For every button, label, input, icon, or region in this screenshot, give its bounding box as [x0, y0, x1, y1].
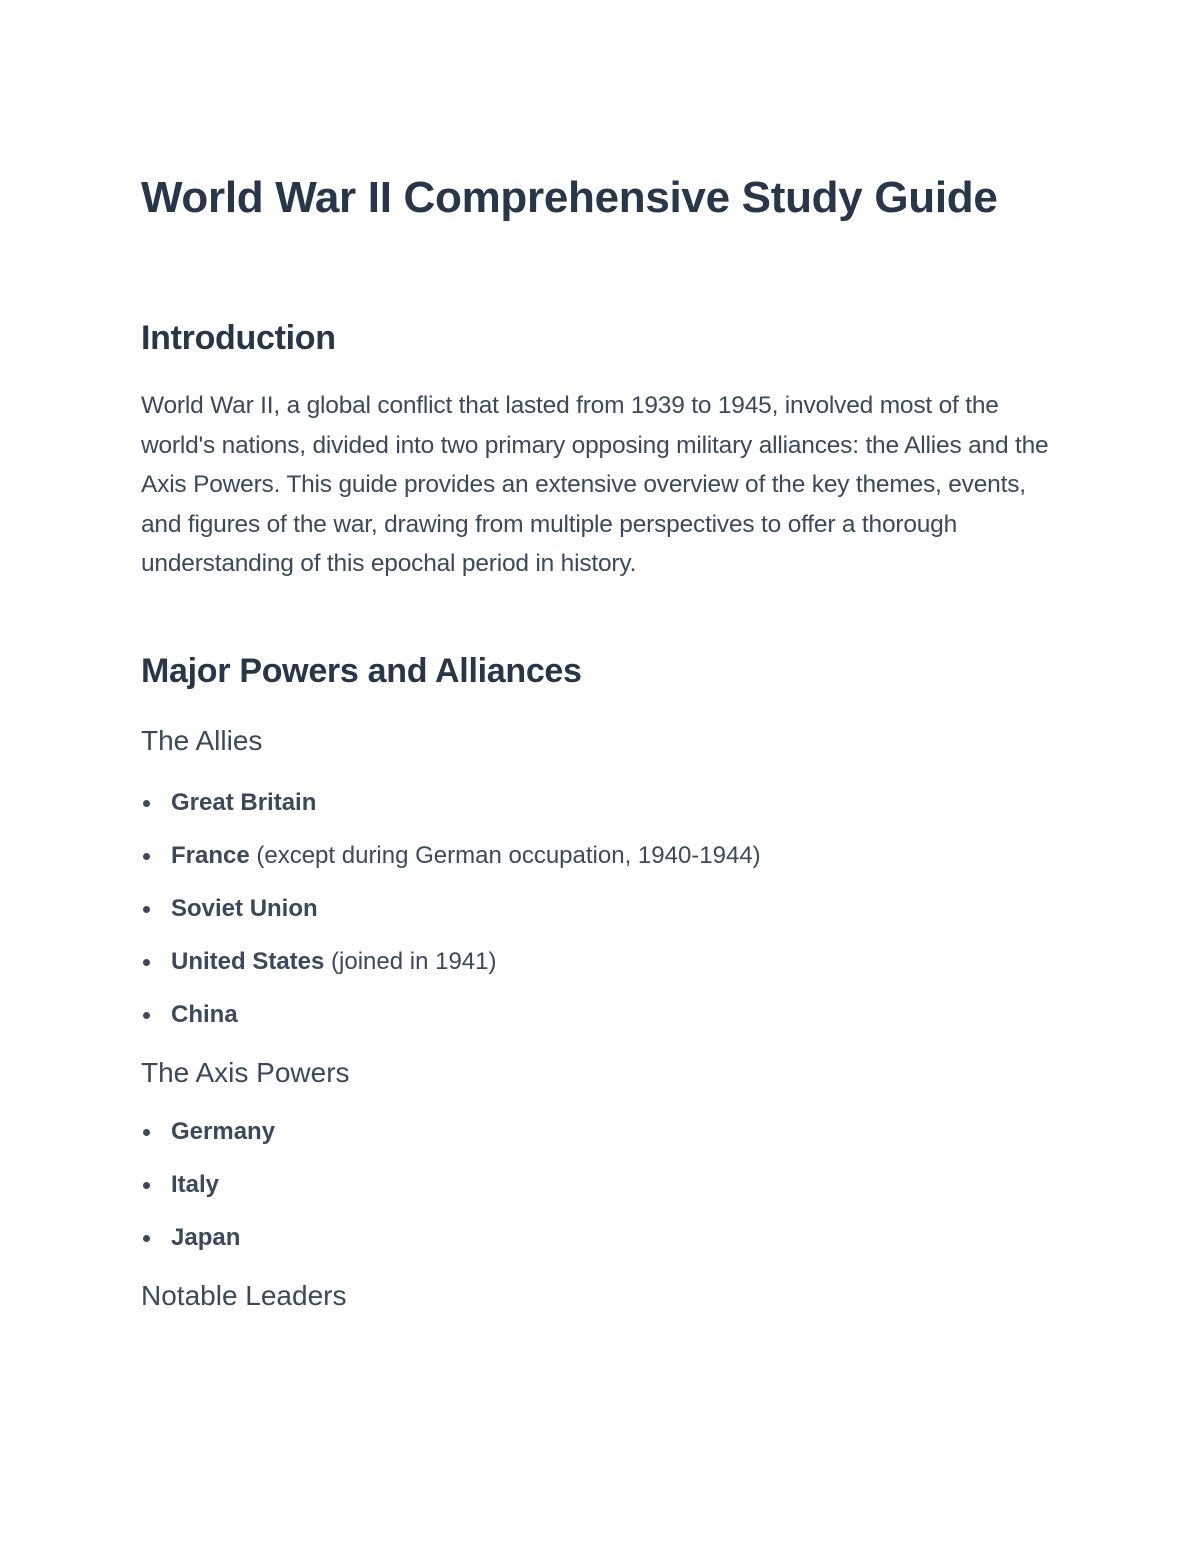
country-note: (joined in 1941) [324, 948, 497, 975]
bullet-icon [143, 906, 150, 913]
bullet-icon [143, 959, 150, 966]
bullet-icon [143, 853, 150, 860]
major-powers-heading: Major Powers and Alliances [141, 652, 582, 690]
introduction-heading: Introduction [141, 319, 336, 357]
list-item [141, 787, 1041, 840]
axis-heading: The Axis Powers [141, 1057, 350, 1088]
country-name: Germany [171, 1118, 276, 1145]
list-item [141, 1169, 1041, 1222]
country-name: Soviet Union [171, 895, 318, 922]
country-name: Italy [171, 1171, 220, 1198]
bullet-icon [143, 1182, 150, 1189]
list-item [141, 1116, 1041, 1169]
bullet-icon [143, 1129, 150, 1136]
list-item [141, 999, 1041, 1052]
country-note: (except during German occupation, 1940-1944) [249, 842, 761, 869]
introduction-paragraph: World War II, a global conflict that lasted from 1939 to 1945, involved most of the world's nations, divided into two primary opposing military alliances: the Allies and the Axis Powers. This guide provides an extensive overview of the key themes, events, and figures of the war, drawing from multiple perspectives to offer a thorough understanding of this epochal period in history. [141, 392, 1049, 578]
allies-heading: The Allies [141, 725, 263, 756]
list-item [141, 1222, 1041, 1275]
list-item [141, 893, 1041, 946]
axis-list [141, 1116, 1041, 1275]
notable-leaders-heading: Notable Leaders [141, 1280, 347, 1311]
country-name: France [171, 842, 250, 869]
country-name: United States [171, 948, 325, 975]
bullet-icon [143, 1235, 150, 1242]
country-name: Great Britain [171, 789, 317, 816]
bullet-icon [143, 1012, 150, 1019]
list-item [141, 840, 1041, 893]
bullet-icon [143, 800, 150, 807]
allies-list [141, 787, 1041, 1052]
document-title: World War II Comprehensive Study Guide [141, 173, 998, 222]
list-item [141, 946, 1041, 999]
country-name: China [171, 1001, 238, 1028]
country-name: Japan [171, 1224, 241, 1251]
